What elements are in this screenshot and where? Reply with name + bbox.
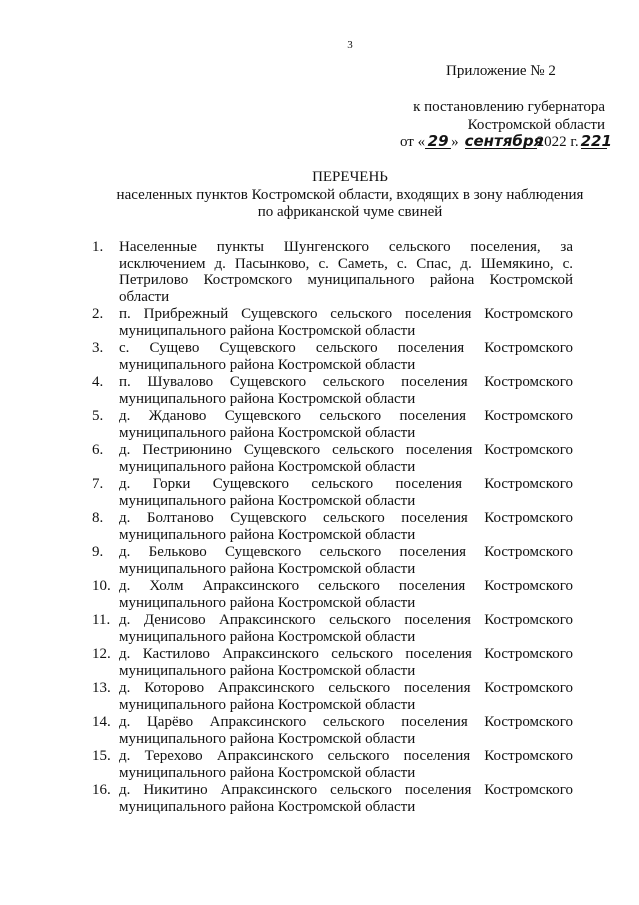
list-item-number: 4. [92, 374, 104, 390]
list-item-number: 6. [92, 442, 104, 458]
list-item-text: д. Никитино Апраксинского сельского поселения Костромского муниципального района Костромской области [119, 782, 573, 815]
date-mid: » [451, 134, 459, 150]
list-item-text: д. Царёво Апраксинского сельского поселения Костромского муниципального района Костромской области [119, 714, 573, 747]
list-item [92, 646, 573, 679]
list-item [92, 239, 573, 305]
document-title: ПЕРЕЧЕНЬ [312, 169, 388, 185]
list-item-number: 16. [92, 782, 111, 798]
list-item-text: д. Кастилово Апраксинского сельского поселения Костромского муниципального района Костромской области [119, 646, 573, 679]
list-item-number: 8. [92, 510, 104, 526]
list-item [92, 374, 573, 407]
list-item-number: 12. [92, 646, 111, 662]
resolution-line-2: Костромской области [467, 117, 605, 133]
list-item-text: д. Которово Апраксинского сельского поселения Костромского муниципального района Костромской области [119, 680, 573, 713]
resolution-date [400, 132, 612, 151]
list-item-number: 3. [92, 340, 104, 356]
list-item [92, 578, 573, 611]
list-item-text: д. Бельково Сущевского сельского поселения Костромского муниципального района Костромской области [119, 544, 573, 577]
list-item-text: д. Пестриюнино Сущевского сельского поселения Костромского муниципального района Костромской области [119, 442, 573, 475]
list-item [92, 544, 573, 577]
list-item-number: 11. [92, 612, 111, 628]
resolution-reference [413, 98, 605, 134]
handwritten-day: 29 [425, 134, 451, 149]
list-item-text: д. Денисово Апраксинского сельского поселения Костромского муниципального района Костромской области [119, 612, 573, 645]
handwritten-month: сентября [464, 132, 544, 150]
list-item-number: 14. [92, 714, 111, 730]
list-item-text: с. Сущево Сущевского сельского поселения Костромского муниципального района Костромской области [119, 340, 573, 373]
appendix-label: Приложение № 2 [446, 63, 556, 79]
document-subtitle-line-2: по африканской чуме свиней [257, 204, 443, 220]
list-item-text: д. Горки Сущевского сельского поселения Костромского муниципального района Костромской области [119, 476, 573, 509]
list-item-number: 9. [92, 544, 104, 560]
list-item-number: 5. [92, 408, 104, 424]
list-item [92, 306, 573, 339]
page-number: 3 [347, 39, 353, 51]
list-item-number: 10. [92, 578, 111, 594]
list-item-text: д. Жданово Сущевского сельского поселения Костромского муниципального района Костромской области [119, 408, 573, 441]
list-item [92, 340, 573, 373]
date-prefix: от « [400, 134, 426, 150]
list-item-text: д. Холм Апраксинского сельского поселения Костромского муниципального района Костромской области [119, 578, 573, 611]
list-item-number: 2. [92, 306, 104, 322]
list-item-text: д. Терехово Апраксинского сельского поселения Костромского муниципального района Костромской области [119, 748, 573, 781]
list-item-number: 1. [92, 239, 104, 255]
list-item-text: д. Болтаново Сущевского сельского поселения Костромского муниципального района Костромской области [119, 510, 573, 543]
list-item [92, 748, 573, 781]
list-item [92, 612, 573, 645]
list-item [92, 442, 573, 475]
document-subtitle-line-1: населенных пунктов Костромской области, входящих в зону наблюдения [116, 187, 584, 203]
settlement-list [92, 239, 573, 816]
list-item [92, 476, 573, 509]
date-year: 2022 г. [536, 134, 579, 150]
list-item [92, 714, 573, 747]
resolution-line-1: к постановлению губернатора [413, 99, 605, 115]
list-item-text: п. Прибрежный Сущевского сельского поселения Костромского муниципального района Костромской области [119, 306, 573, 339]
handwritten-number: 221 [580, 132, 612, 150]
list-item-number: 15. [92, 748, 111, 764]
list-item-number: 13. [92, 680, 111, 696]
list-item-number: 7. [92, 476, 104, 492]
list-item-text: Населенные пункты Шунгенского сельского поселения, за исключением д. Пасынково, с. Саметь, с. Спас, д. Шемякино, с. Петрилово Костромского муниципального района Костромской области [119, 239, 573, 305]
list-item [92, 408, 573, 441]
list-item [92, 510, 573, 543]
list-item [92, 680, 573, 713]
list-item [92, 782, 573, 815]
list-item-text: п. Шувалово Сущевского сельского поселения Костромского муниципального района Костромской области [119, 374, 573, 407]
